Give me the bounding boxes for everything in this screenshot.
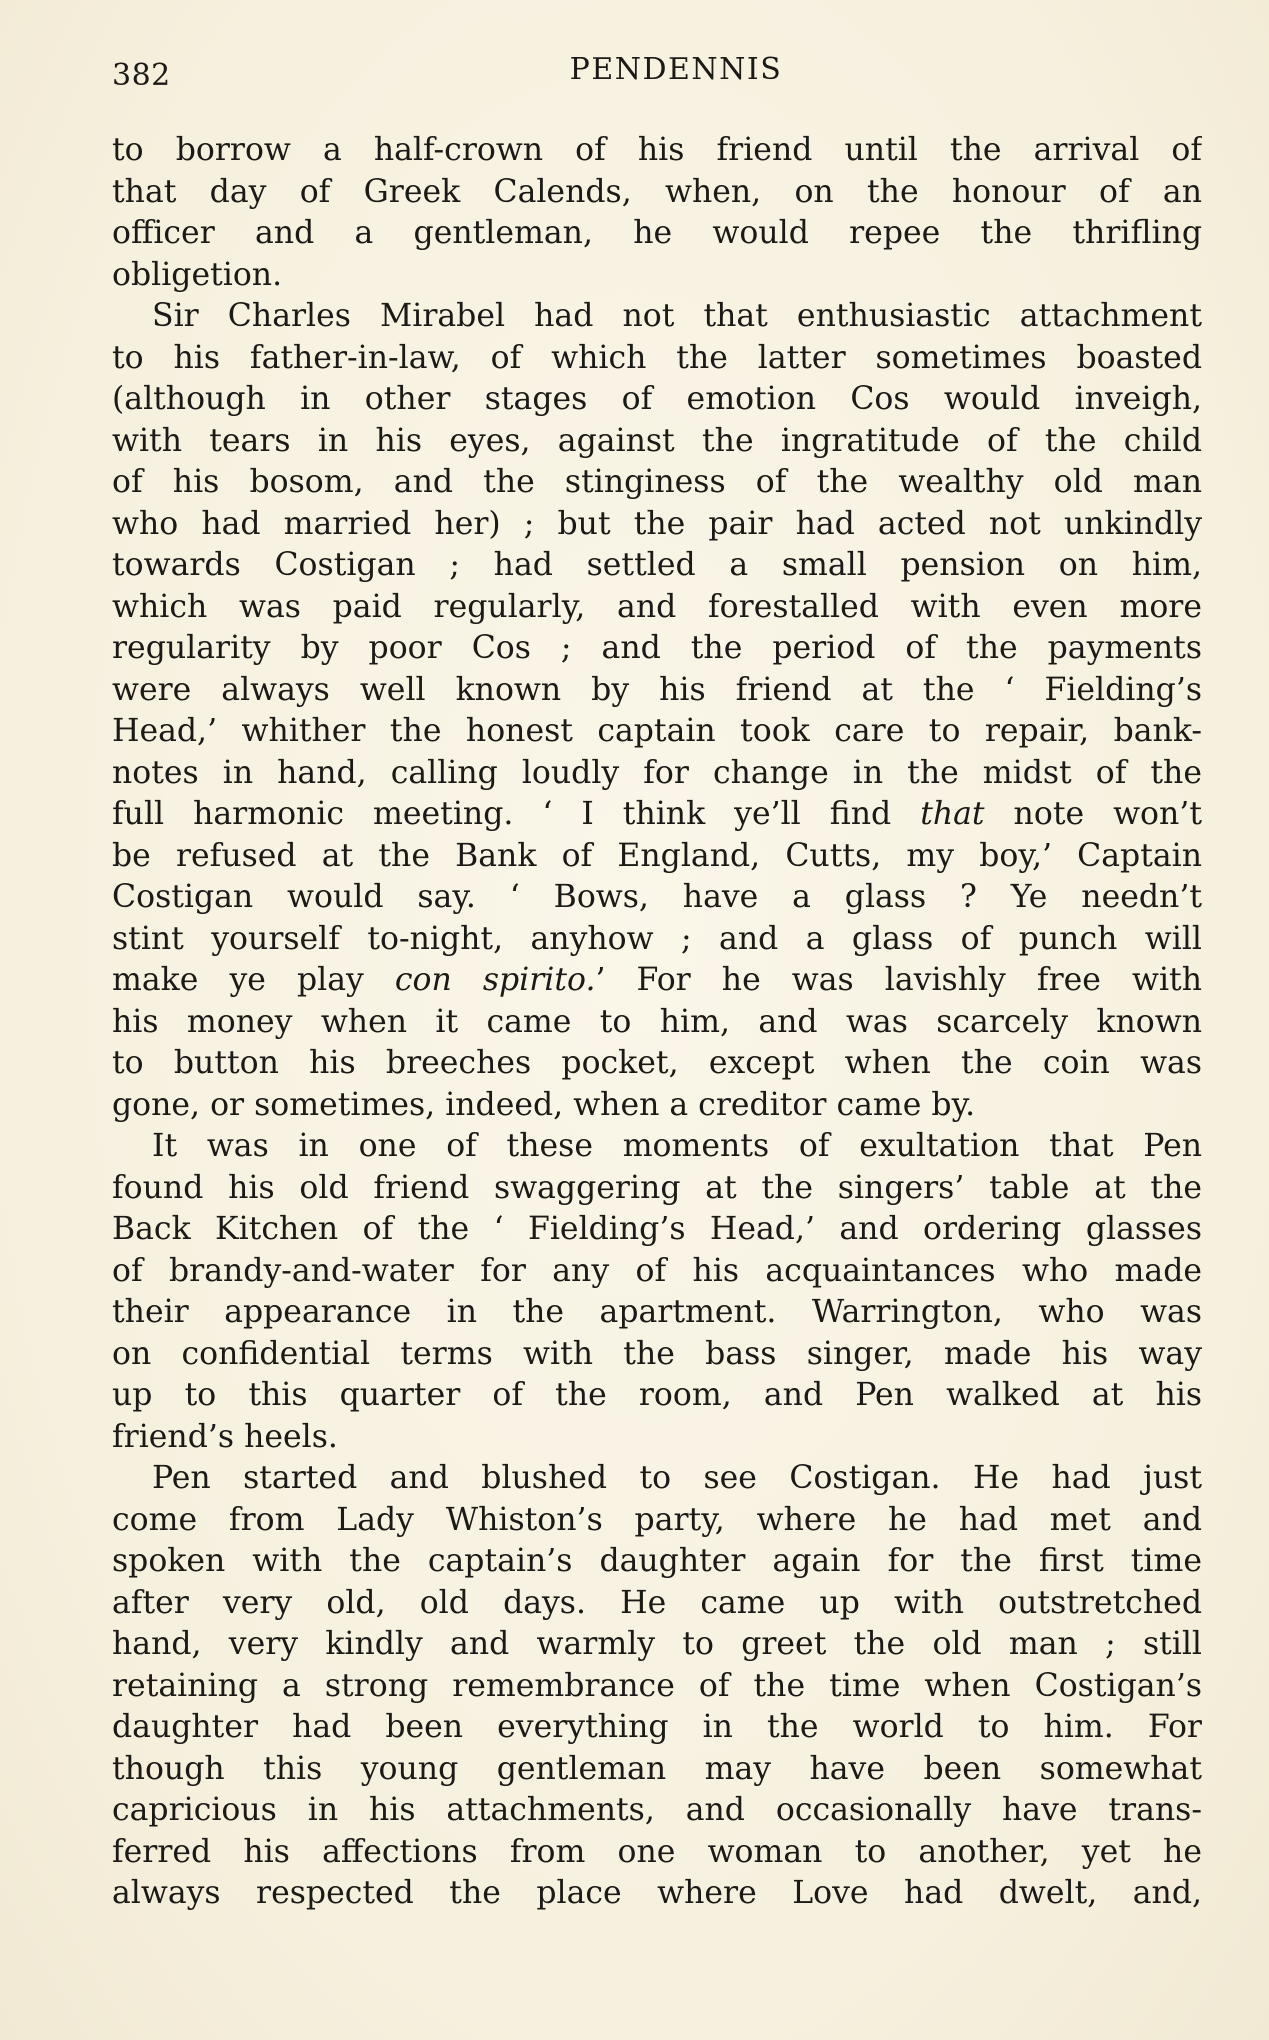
text-line: towards Costigan ; had settled a small pension on him, xyxy=(112,547,1202,583)
text-line: regularity by poor Cos ; and the period of the payments xyxy=(112,630,1202,666)
text-line: with tears in his eyes, against the ingratitude of the child xyxy=(112,422,1202,459)
text-line: up to this quarter of the room, and Pen walked at his xyxy=(112,1377,1202,1413)
text-segment: ’ For he was lavishly free with xyxy=(595,962,1202,998)
text-line: It was in one of these moments of exultation that Pen xyxy=(152,1128,1202,1164)
text-line: come from Lady Whiston’s party, where he had met and xyxy=(112,1501,1202,1538)
text-line: found his old friend swaggering at the singers’ table at the xyxy=(112,1169,1202,1206)
page-header xyxy=(112,52,1200,92)
text-line: of brandy-and-water for any of his acquaintances who made xyxy=(112,1252,1202,1289)
text-line: his money when it came to him, and was scarcely known xyxy=(112,1003,1202,1040)
text-segment: make ye play xyxy=(112,962,395,998)
text-line: to borrow a half-crown of his friend until the arrival of xyxy=(112,132,1202,168)
text-line: of his bosom, and the stinginess of the wealthy old man xyxy=(112,464,1202,500)
text-line: obligetion. xyxy=(112,256,283,293)
text-line: spoken with the captain’s daughter again for the first time xyxy=(112,1543,1202,1579)
page-number: 382 xyxy=(112,58,171,93)
text-segment: note won’t xyxy=(984,796,1202,832)
text-line: Back Kitchen of the ‘ Fielding’s Head,’ and ordering glasses xyxy=(112,1211,1202,1247)
text-line: stint yourself to-night, anyhow ; and a glass of punch will xyxy=(112,920,1202,957)
text-line: notes in hand, calling loudly for change in the midst of the xyxy=(112,754,1202,791)
text-line: retaining a strong remembrance of the time when Costigan’s xyxy=(112,1667,1202,1704)
text-line: capricious in his attachments, and occasionally have trans- xyxy=(112,1792,1202,1828)
text-line: friend’s heels. xyxy=(112,1418,338,1455)
body-text xyxy=(112,130,1202,1915)
text-line: that day of Greek Calends, when, on the honour of an xyxy=(112,173,1202,210)
text-line: which was paid regularly, and forestalled with even more xyxy=(112,588,1202,625)
text-line: after very old, old days. He came up with outstretched xyxy=(112,1584,1202,1621)
text-line: gone, or sometimes, indeed, when a creditor came by. xyxy=(112,1086,976,1123)
text-line xyxy=(112,960,1202,1002)
text-line: ferred his affections from one woman to another, yet he xyxy=(112,1833,1202,1870)
text-line: daughter had been everything in the world to him. For xyxy=(112,1709,1202,1745)
text-line: their appearance in the apartment. Warrington, who was xyxy=(112,1294,1202,1330)
text-line: Costigan would say. ‘ Bows, have a glass ? Ye needn’t xyxy=(112,879,1202,915)
text-line: be refused at the Bank of England, Cutts, my boy,’ Captain xyxy=(112,837,1202,874)
text-segment: full harmonic meeting. ‘ I think ye’ll find xyxy=(112,796,921,832)
text-line: hand, very kindly and warmly to greet the old man ; still xyxy=(112,1626,1202,1662)
text-line: on confidential terms with the bass singer, made his way xyxy=(112,1335,1202,1372)
text-line: though this young gentleman may have been somewhat xyxy=(112,1750,1202,1787)
text-line: to button his breeches pocket, except when the coin was xyxy=(112,1045,1202,1081)
text-line: always respected the place where Love had dwelt, and, xyxy=(112,1875,1202,1911)
text-line: Head,’ whither the honest captain took care to repair, bank- xyxy=(112,713,1202,749)
italic-phrase: that xyxy=(920,796,985,832)
text-line: (although in other stages of emotion Cos would inveigh, xyxy=(112,381,1202,417)
text-line: Sir Charles Mirabel had not that enthusiastic attachment xyxy=(152,298,1202,334)
text-line: officer and a gentleman, he would repee the thrifling xyxy=(112,215,1202,251)
text-line xyxy=(112,794,1202,836)
text-line: to his father-in-law, of which the latter sometimes boasted xyxy=(112,339,1202,376)
text-line: who had married her) ; but the pair had acted not unkindly xyxy=(112,505,1202,542)
running-head: PENDENNIS xyxy=(569,52,783,87)
text-line: were always well known by his friend at the ‘ Fielding’s xyxy=(112,671,1202,708)
text-line: Pen started and blushed to see Costigan. He had just xyxy=(152,1460,1202,1496)
italic-phrase: con spirito. xyxy=(394,962,596,998)
